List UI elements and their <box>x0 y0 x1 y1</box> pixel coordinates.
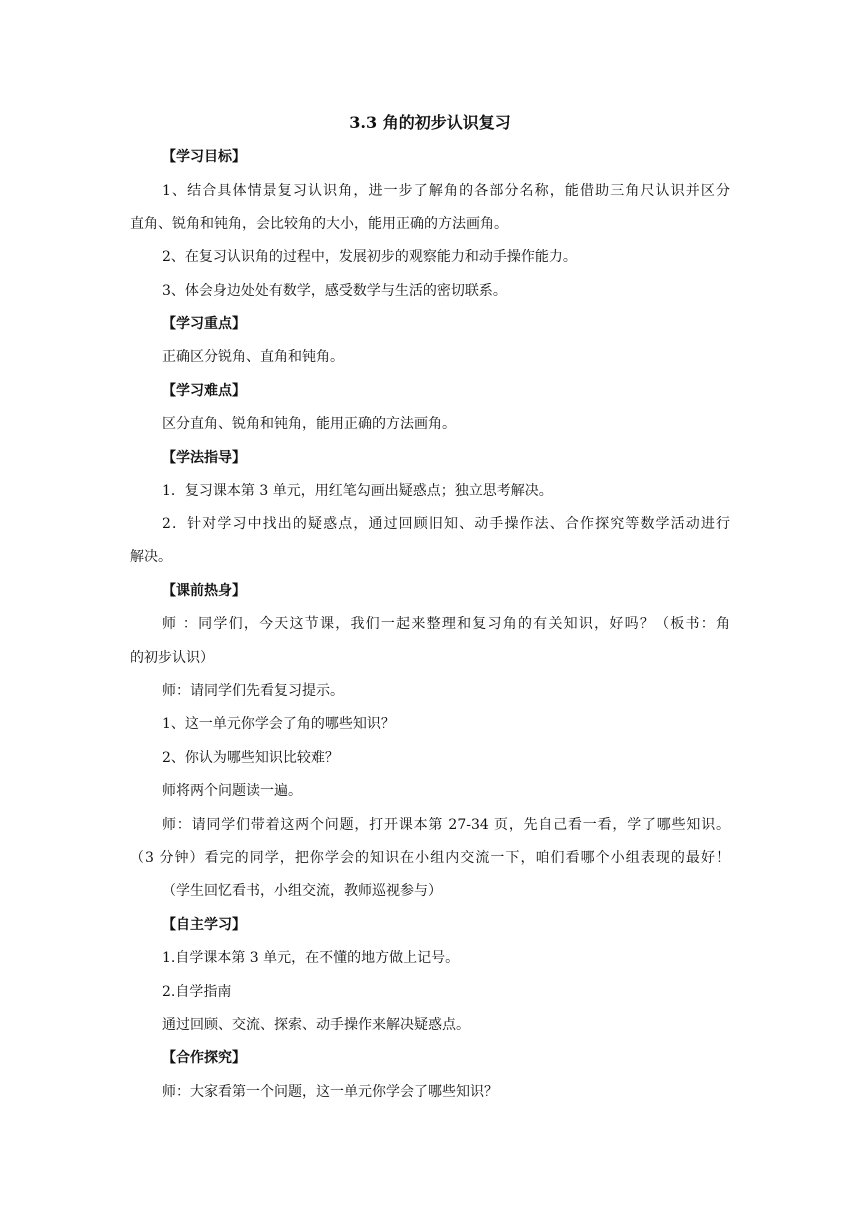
goal-1-line-1: 1、结合具体情景复习认识角，进一步了解角的各部分名称，能借助三角尺认识并区分 <box>162 183 730 199</box>
warm-up-5: 师将两个问题读一遍。 <box>162 783 302 799</box>
cooperative-inquiry-1: 师：大家看第一个问题，这一单元你学会了哪些知识？ <box>162 1084 498 1100</box>
warm-up-6-line-2: （3 分钟）看完的同学，把你学会的知识在小组内交流一下，咱们看哪个小组表现的最好！ <box>130 850 730 866</box>
heading-method-guide: 【学法指导】 <box>162 450 246 466</box>
difficulties-text: 区分直角、锐角和钝角，能用正确的方法画角。 <box>162 416 456 432</box>
warm-up-1-line-1: 师 ：同学们，今天这节课，我们一起来整理和复习角的有关知识，好吗？（板书：角 <box>162 616 730 632</box>
heading-key-points: 【学习重点】 <box>162 316 246 332</box>
warm-up-3: 1、这一单元你学会了角的哪些知识？ <box>162 716 395 732</box>
warm-up-2: 师：请同学们先看复习提示。 <box>162 683 344 699</box>
warm-up-1-line-2: 的初步认识） <box>130 650 214 666</box>
warm-up-6-line-1: 师：请同学们带着这两个问题，打开课本第 27-34 页，先自己看一看，学了哪些知识。 <box>162 817 730 833</box>
self-study-2: 2.自学指南 <box>162 984 232 1000</box>
method-2-line-1: 2．针对学习中找出的疑惑点，通过回顾旧知、动手操作法、合作探究等数学活动进行 <box>162 516 730 532</box>
key-points-text: 正确区分锐角、直角和钝角。 <box>162 349 344 365</box>
heading-self-study: 【自主学习】 <box>162 917 246 933</box>
goal-3: 3、体会身边处处有数学，感受数学与生活的密切联系。 <box>162 283 507 299</box>
heading-warm-up: 【课前热身】 <box>162 583 246 599</box>
goal-2: 2、在复习认识角的过程中，发展初步的观察能力和动手操作能力。 <box>162 249 577 265</box>
method-1: 1．复习课本第 3 单元，用红笔勾画出疑惑点；独立思考解决。 <box>162 483 553 499</box>
document-title: 3.3 角的初步认识复习 <box>349 113 511 132</box>
warm-up-4: 2、你认为哪些知识比较难？ <box>162 750 339 766</box>
method-2-line-2: 解决。 <box>130 549 172 565</box>
goal-1-line-2: 直角、锐角和钝角，会比较角的大小，能用正确的方法画角。 <box>130 216 508 232</box>
heading-cooperative-inquiry: 【合作探究】 <box>162 1050 246 1066</box>
self-study-1: 1.自学课本第 3 单元，在不懂的地方做上记号。 <box>162 950 460 966</box>
heading-difficulties: 【学习难点】 <box>162 383 246 399</box>
self-study-3: 通过回顾、交流、探索、动手操作来解决疑惑点。 <box>162 1017 470 1033</box>
heading-learning-goals: 【学习目标】 <box>162 149 246 165</box>
warm-up-7: （学生回忆看书，小组交流，教师巡视参与） <box>162 883 442 899</box>
